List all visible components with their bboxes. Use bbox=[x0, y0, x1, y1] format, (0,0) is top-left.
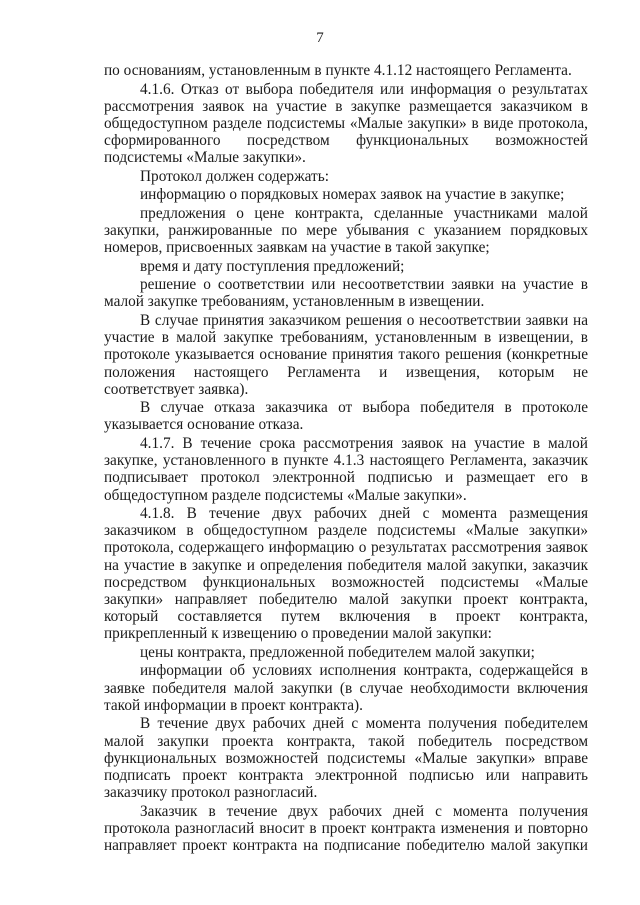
paragraph: время и дату поступления предложений; bbox=[140, 257, 405, 275]
paragraph: предложения о цене контракта, сделанные участниками малой закупки, ранжированные по мере убывания с указанием порядковых номеров, присвоенных заявкам на участие в такой закупке; bbox=[104, 204, 588, 257]
paragraph: В случае отказа заказчика от выбора победителя в протоколе указывается основание отказа. bbox=[104, 399, 588, 434]
paragraph: Заказчик в течение двух рабочих дней с момента получения протокола разногласий вносит в проект контракта изменения и повторно направляет проект контракта на подписание победителю малой закупки bbox=[104, 802, 588, 855]
paragraph: по основаниям, установленным в пункте 4.1.12 настоящего Регламента. bbox=[104, 62, 572, 79]
paragraph: 4.1.8. В течение двух рабочих дней с момента размещения заказчиком в общедоступном разделе подсистемы «Малые закупки» протокола, содержащего информацию о результатах рассмотрения заявок на участие в закупке и определения победителя малой закупки, заказчик посредством функциональных возможностей подсистемы «Малые закупки» направляет победителю малой закупки проект контракта, который составляется путем включения в проект контракта, прикрепленный к извещению о проведении малой закупки: bbox=[104, 505, 588, 643]
paragraph: 4.1.6. Отказ от выбора победителя или информация о результатах рассмотрения заявок на участие в закупке размещается заказчиком в общедоступном разделе подсистемы «Малые закупки» в виде протокола, сформированного посредством функциональных возможностей подсистемы «Малые закупки». bbox=[104, 80, 588, 167]
paragraph: 4.1.7. В течение срока рассмотрения заявок на участие в малой закупке, установленного в пункте 4.1.3 настоящего Регламента, заказчик подписывает протокол электронной подписью и размещает его в общедоступном разделе подсистемы «Малые закупки». bbox=[104, 434, 588, 504]
paragraph: цены контракта, предложенной победителем малой закупки; bbox=[140, 643, 535, 661]
paragraph: решение о соответствии или несоответствии заявки на участие в малой закупке требованиям, установленным в извещении. bbox=[104, 276, 588, 311]
page-number: 7 bbox=[316, 30, 324, 46]
paragraph: В течение двух рабочих дней с момента получения победителем малой закупки проекта контракта, такой победитель посредством функциональных возможностей подсистемы «Малые закупки» вправе подписать проект контракта электронной подписью или направить заказчику протокол разногласий. bbox=[104, 715, 588, 802]
paragraph: информации об условиях исполнения контракта, содержащейся в заявке победителя малой закупки (в случае необходимости включения такой информации в проект контракта). bbox=[104, 662, 588, 714]
document-body bbox=[104, 62, 588, 856]
paragraph: Протокол должен содержать: bbox=[140, 167, 329, 185]
paragraph: В случае принятия заказчиком решения о несоответствии заявки на участие в малой закупке требованиям, установленным в извещении, в протоколе указывается основание принятия такого решения (конкретные положения настоящего Регламента и извещения, которым не соответствует заявка). bbox=[104, 311, 588, 398]
paragraph: информацию о порядковых номерах заявок на участие в закупке; bbox=[140, 186, 565, 204]
